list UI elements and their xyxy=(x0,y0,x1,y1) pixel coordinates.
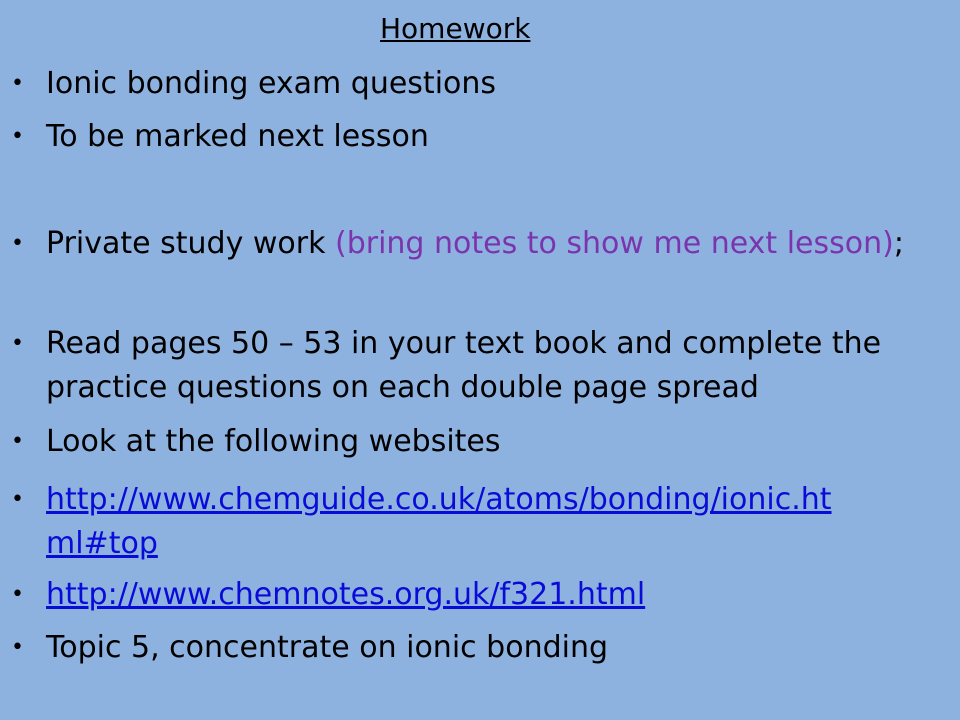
bullet-text: Read pages 50 – 53 in your text book and complete the practice questions on each double page spread xyxy=(46,326,882,405)
bullet-dot: • xyxy=(11,71,24,96)
bullet-dot: • xyxy=(11,331,24,356)
bullet-dot: • xyxy=(11,429,24,454)
private-study-text: Private study work xyxy=(46,226,335,261)
bullet-text: Look at the following websites xyxy=(46,424,501,459)
bullet-dot: • xyxy=(11,124,24,149)
bullet-text: To be marked next lesson xyxy=(46,119,429,154)
chemguide-link[interactable] xyxy=(46,478,936,566)
bullet-dot: • xyxy=(11,231,24,256)
chemguide-link-line-2[interactable]: ml#top xyxy=(46,526,158,561)
bullet-dot: • xyxy=(11,635,24,660)
bullet-text: Topic 5, concentrate on ionic bonding xyxy=(46,630,609,665)
bullet-dot: • xyxy=(11,582,24,607)
bullet-text xyxy=(46,222,936,266)
bullet-dot: • xyxy=(11,487,24,512)
chemnotes-link[interactable]: http://www.chemnotes.org.uk/f321.html xyxy=(46,577,646,612)
bring-notes-note: (bring notes to show me next lesson) xyxy=(335,226,894,261)
semicolon: ; xyxy=(893,226,904,261)
page-title: Homework xyxy=(380,12,531,45)
bullet-text: Ionic bonding exam questions xyxy=(46,66,497,101)
chemguide-link-line-1[interactable]: http://www.chemguide.co.uk/atoms/bonding/ionic.ht xyxy=(46,482,832,517)
